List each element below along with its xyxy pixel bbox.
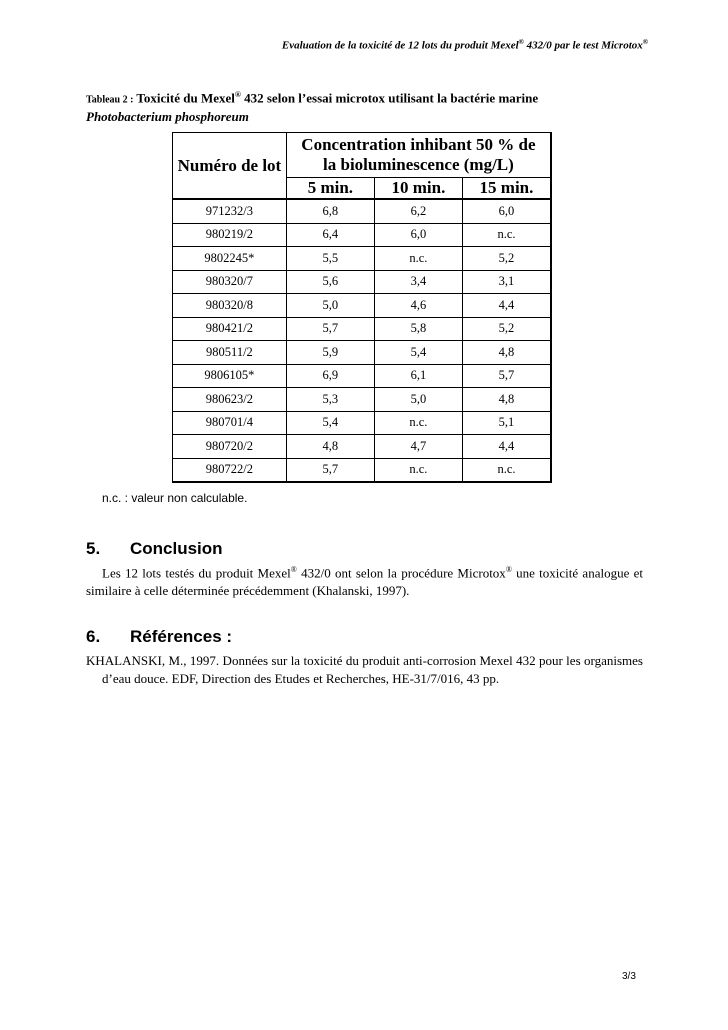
table-row — [173, 435, 552, 459]
references-title: Références : — [130, 627, 233, 646]
caption-label: Tableau 2 : — [86, 94, 134, 106]
cell-5min: 5,5 — [286, 247, 374, 271]
conclusion-text-2: 432/0 ont selon la procédure Microtox — [296, 565, 506, 581]
caption-text-2: 432 selon l’essai microtox utilisant la bactérie marine — [240, 90, 539, 106]
cell-5min: 5,7 — [286, 317, 374, 341]
cell-10min: 6,2 — [374, 199, 462, 223]
table-row — [173, 411, 552, 435]
cell-10min: 6,0 — [374, 223, 462, 247]
cell-15min: n.c. — [462, 458, 551, 482]
toxicity-table — [172, 132, 552, 483]
reference-entry: KHALANSKI, M., 1997. Données sur la toxicité du produit anti-corrosion Mexel 432 pour les organismes d’eau douce. EDF, Direction des Etudes et Recherches, HE-31/7/016, 43 pp. — [86, 653, 643, 686]
cell-15min: 3,1 — [462, 270, 551, 294]
conclusion-text-3: une toxicité analogue et similaire à celle déterminée précédemment (Khalanski, 1997). — [86, 565, 643, 599]
cell-10min: 5,4 — [374, 341, 462, 365]
cell-10min: 3,4 — [374, 270, 462, 294]
table-row — [173, 223, 552, 247]
cell-lot: 980219/2 — [173, 223, 287, 247]
cell-lot: 980623/2 — [173, 388, 287, 412]
cell-lot: 980722/2 — [173, 458, 287, 482]
header-text-1: Evaluation de la toxicité de 12 lots du produit Mexel — [281, 39, 519, 52]
cell-lot: 980720/2 — [173, 435, 287, 459]
conclusion-title: Conclusion — [130, 539, 223, 558]
conclusion-registered-2: ® — [505, 565, 512, 574]
cell-5min: 6,4 — [286, 223, 374, 247]
conclusion-paragraph — [86, 561, 643, 600]
table-row — [173, 199, 552, 223]
cell-lot: 980320/7 — [173, 270, 287, 294]
table-row — [173, 364, 552, 388]
table-row — [173, 317, 552, 341]
references-heading — [86, 627, 232, 647]
cell-15min: 4,4 — [462, 294, 551, 318]
cell-15min: 4,8 — [462, 341, 551, 365]
table-row — [173, 294, 552, 318]
cell-10min: n.c. — [374, 247, 462, 271]
table-caption — [86, 86, 666, 125]
header-10min: 10 min. — [374, 178, 462, 200]
cell-10min: n.c. — [374, 458, 462, 482]
cell-15min: 5,1 — [462, 411, 551, 435]
header-15min: 15 min. — [462, 178, 551, 200]
cell-lot: 980701/4 — [173, 411, 287, 435]
conclusion-text-1: Les 12 lots testés du produit Mexel — [102, 565, 291, 581]
table-row — [173, 270, 552, 294]
cell-5min: 5,6 — [286, 270, 374, 294]
references-number: 6. — [86, 627, 101, 646]
cell-lot: 9806105* — [173, 364, 287, 388]
cell-5min: 5,3 — [286, 388, 374, 412]
cell-lot: 980511/2 — [173, 341, 287, 365]
header-5min: 5 min. — [286, 178, 374, 200]
cell-lot: 971232/3 — [173, 199, 287, 223]
cell-10min: 5,0 — [374, 388, 462, 412]
cell-10min: 6,1 — [374, 364, 462, 388]
caption-text-1: Toxicité du Mexel — [133, 90, 235, 106]
table-row — [173, 341, 552, 365]
caption-species: Photobacterium phosphoreum — [86, 109, 249, 125]
cell-5min: 5,0 — [286, 294, 374, 318]
cell-15min: 5,2 — [462, 317, 551, 341]
cell-lot: 9802245* — [173, 247, 287, 271]
header-registered-2: ® — [642, 38, 648, 46]
cell-15min: 4,8 — [462, 388, 551, 412]
cell-5min: 5,7 — [286, 458, 374, 482]
cell-15min: 5,2 — [462, 247, 551, 271]
caption-registered: ® — [234, 90, 241, 99]
cell-15min: 4,4 — [462, 435, 551, 459]
cell-10min: 4,7 — [374, 435, 462, 459]
cell-15min: 6,0 — [462, 199, 551, 223]
table-row — [173, 458, 552, 482]
cell-5min: 4,8 — [286, 435, 374, 459]
running-header — [0, 38, 648, 52]
conclusion-heading — [86, 539, 223, 559]
cell-10min: n.c. — [374, 411, 462, 435]
cell-15min: 5,7 — [462, 364, 551, 388]
cell-15min: n.c. — [462, 223, 551, 247]
cell-5min: 5,9 — [286, 341, 374, 365]
cell-5min: 5,4 — [286, 411, 374, 435]
table-row — [173, 247, 552, 271]
conclusion-registered-1: ® — [290, 565, 297, 574]
table-footnote: n.c. : valeur non calculable. — [102, 491, 248, 505]
cell-5min: 6,9 — [286, 364, 374, 388]
table-row — [173, 388, 552, 412]
cell-lot: 980421/2 — [173, 317, 287, 341]
cell-10min: 5,8 — [374, 317, 462, 341]
conclusion-number: 5. — [86, 539, 101, 558]
header-registered-1: ® — [518, 38, 524, 46]
header-text-2: 432/0 par le test Microtox — [523, 39, 643, 52]
header-concentration: Concentration inhibant 50 % de la bioluminescence (mg/L) — [286, 133, 551, 178]
cell-10min: 4,6 — [374, 294, 462, 318]
cell-lot: 980320/8 — [173, 294, 287, 318]
cell-5min: 6,8 — [286, 199, 374, 223]
header-lot: Numéro de lot — [173, 133, 287, 200]
page-number: 3/3 — [622, 971, 636, 982]
